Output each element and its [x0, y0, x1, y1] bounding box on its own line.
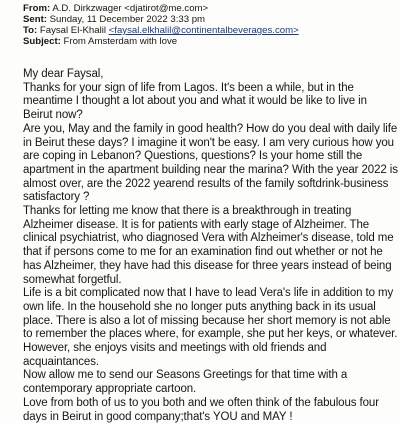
- sent-value: Sunday, 11 December 2022 3:33 pm: [49, 14, 206, 25]
- subject-label: Subject:: [23, 36, 61, 47]
- to-label: To:: [23, 25, 38, 36]
- sent-row: [23, 14, 395, 25]
- from-value: A.D. Dirkzwager <djatirot@me.com>: [52, 3, 209, 14]
- to-email-link[interactable]: <faysal.elkhalil@continentalbeverages.com>: [108, 25, 299, 36]
- paragraph: Thanks for your sign of life from Lagos. It's been a while, but in the meantime I thought a lot about you and what it would be like to live in Beirut now?: [23, 81, 367, 122]
- from-row: [23, 3, 395, 14]
- paragraph: Are you, May and the family in good health? How do you deal with daily life in Beirut these days? I imagine it won't be easy. I am very curious how you are coping in Lebanon? Questions, questions? Is your home still the apartment in the apartment building near the marina? With the year 2022 is almost over, are the 2022 yearend results of the family softdrink-business satisfactory ?: [23, 122, 398, 204]
- greeting: My dear Faysal,: [23, 68, 104, 80]
- email-header: [23, 3, 395, 47]
- to-row: [23, 25, 395, 36]
- subject-value: From Amsterdam with love: [63, 36, 178, 47]
- paragraph: Thanks for letting me know that there is a breakthrough in treating Alzheimer disease. It is for patients with early stage of Alzheimer. The clinical psychiatrist, who diagnosed Vera with Alzheimer's disease, told me that if persons come to me for an examination find out whether or not he has Alzheimer, they have had this disease for three years instead of being somewhat forgetful.: [23, 205, 394, 286]
- to-name: Faysal El-Khalil: [39, 25, 106, 36]
- from-label: From:: [23, 3, 51, 14]
- paragraph: Love from both of us to you both and we often think of the fabulous four days in Beirut in good company;that's YOU and MAY !: [23, 396, 379, 423]
- sent-label: Sent:: [23, 14, 47, 25]
- paragraph: Life is a bit complicated now that I have to lead Vera's life in addition to my own life. In the household she no longer puts anything back in its usual place. There is also a lot of missing because her short memory is not able to remember the places where, for example, she put her keys, or whatever. However, she enjoys visits and meetings with old friends and acquaintances.: [23, 287, 398, 368]
- paragraph: Now allow me to send our Seasons Greetings for that time with a contemporary appropriate cartoon.: [23, 369, 348, 396]
- subject-row: [23, 36, 395, 47]
- email-body: [23, 68, 398, 424]
